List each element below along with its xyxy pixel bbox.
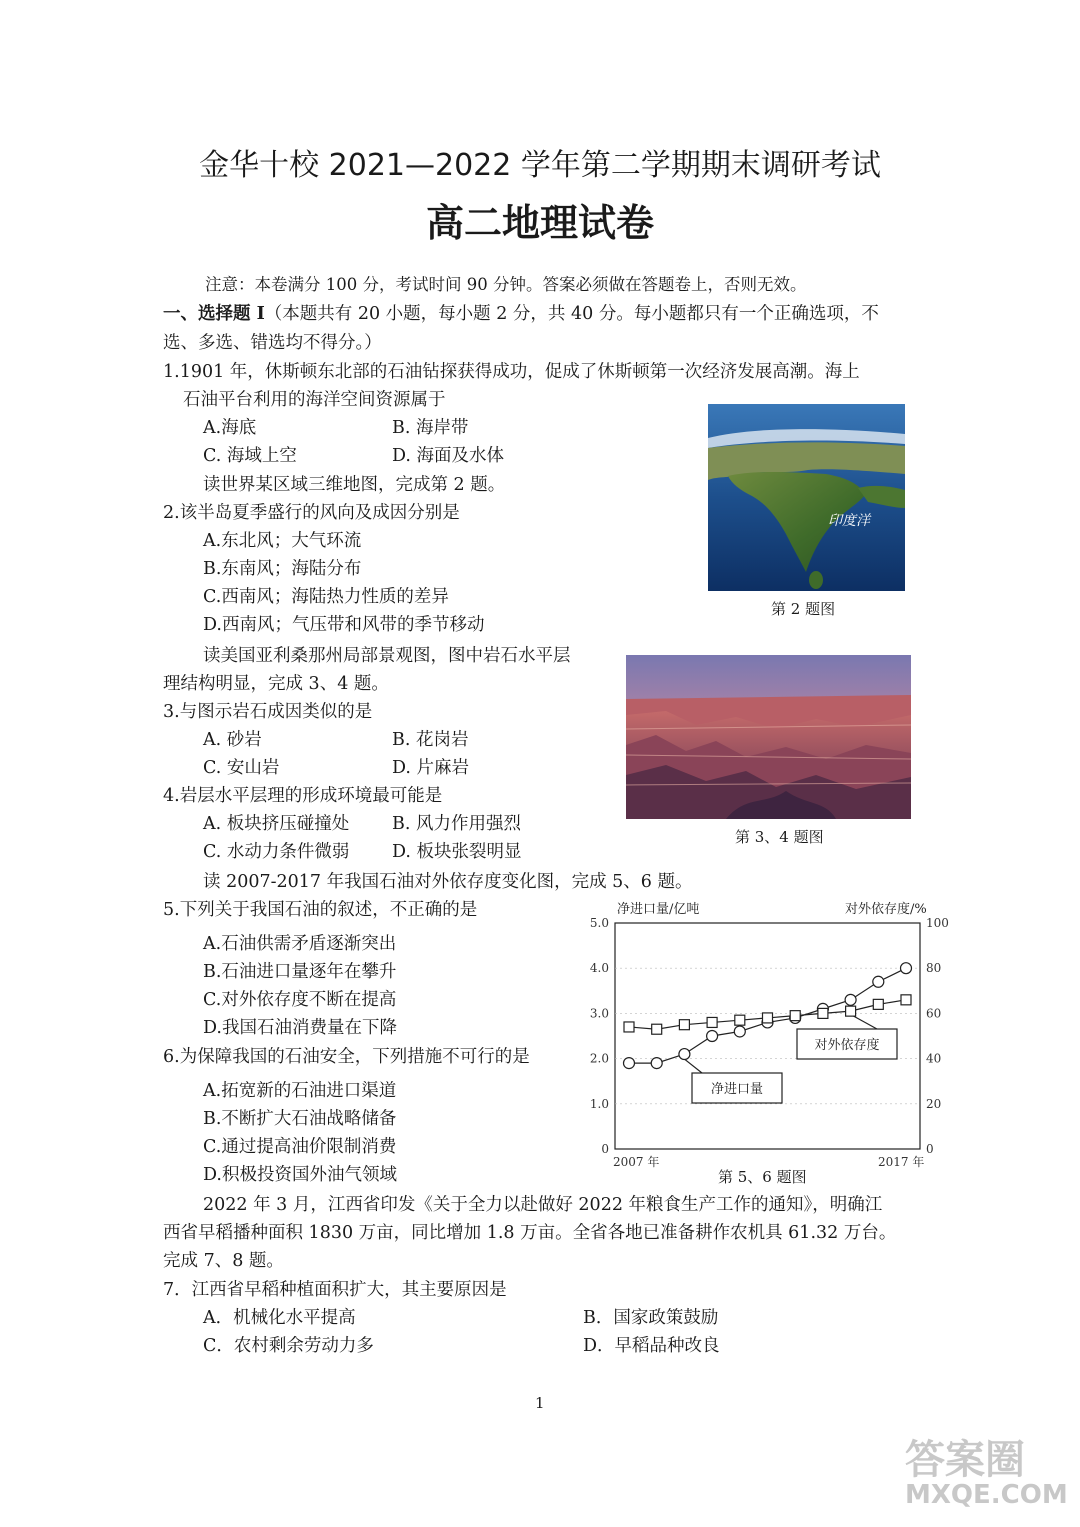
chart-tick-right: 0 — [926, 1142, 934, 1156]
chart-xtick-start: 2007 年 — [613, 1155, 660, 1169]
q34-intro: 读美国亚利桑那州局部景观图，图中岩石水平层 — [203, 646, 571, 666]
map-3d-image — [708, 404, 905, 591]
q7-option-c: C．农村剩余劳动力多 — [203, 1336, 374, 1356]
chart-series-label: 对外依存度 — [814, 1038, 880, 1053]
chart-tick-left: 1.0 — [589, 1096, 609, 1111]
q3-option-d: D. 片麻岩 — [392, 758, 470, 778]
figure-34-caption: 第 3、4 题图 — [735, 828, 824, 846]
q1-option-c: C. 海域上空 — [203, 446, 297, 466]
chart-point-square — [846, 1006, 856, 1016]
figure-56-caption: 第 5、6 题图 — [718, 1168, 807, 1186]
chart-callout-leader — [854, 1016, 877, 1029]
chart-series-label: 净进口量 — [710, 1082, 764, 1097]
chart-point-circle — [707, 1031, 718, 1042]
chart-point-square — [901, 995, 911, 1005]
chart-point-square — [763, 1013, 773, 1023]
chart-tick-right: 20 — [926, 1096, 942, 1111]
figure-56-chart — [575, 895, 955, 1170]
q2-stem: 2.该半岛夏季盛行的风向及成因分别是 — [163, 503, 460, 523]
q7-option-b: B．国家政策鼓励 — [583, 1308, 719, 1328]
q6-option-c: C.通过提高油价限制消费 — [203, 1137, 397, 1157]
page-number: 1 — [535, 1394, 545, 1412]
canyon-photo — [626, 655, 911, 819]
chart-point-circle — [873, 976, 884, 987]
chart-point-circle — [901, 963, 912, 974]
q4-option-a: A. 板块挤压碰撞处 — [203, 814, 350, 834]
q6-stem: 6.为保障我国的石油安全，下列措施不可行的是 — [163, 1047, 530, 1067]
chart-xtick-end: 2017 年 — [878, 1155, 925, 1169]
q3-stem: 3.与图示岩石成因类似的是 — [163, 702, 373, 722]
figure-2-caption: 第 2 题图 — [771, 600, 836, 618]
section-desc-cont: 选、多选、错选均不得分。） — [163, 333, 382, 353]
section-desc: （本题共有 20 小题，每小题 2 分，共 40 分。每小题都只有一个正确选项，不 — [264, 304, 879, 324]
watermark-logo: 答案圈 — [905, 1437, 1025, 1483]
chart-point-square — [679, 1020, 689, 1030]
chart-point-circle — [651, 1058, 662, 1069]
section-heading-line — [163, 303, 879, 325]
q7-option-a: A．机械化水平提高 — [203, 1308, 356, 1328]
exam-subtitle: 高二地理试卷 — [425, 201, 654, 245]
chart-point-square — [707, 1017, 717, 1027]
watermark-url: MXQE.COM — [905, 1480, 1068, 1510]
q1-stem: 1.1901 年，休斯顿东北部的石油钻探获得成功，促成了休斯顿第一次经济发展高潮。海上 — [163, 362, 860, 382]
q1-option-a: A.海底 — [203, 418, 257, 438]
chart-point-circle — [845, 994, 856, 1005]
q4-option-c: C. 水动力条件微弱 — [203, 842, 350, 862]
oil-dependency-chart — [575, 895, 955, 1170]
chart-point-square — [624, 1022, 634, 1032]
q4-option-b: B. 风力作用强烈 — [392, 814, 521, 834]
q34-intro-cont: 理结构明显，完成 3、4 题。 — [163, 674, 389, 694]
chart-tick-right: 60 — [926, 1006, 942, 1021]
chart-tick-left: 3.0 — [589, 1006, 609, 1021]
chart-point-square — [790, 1011, 800, 1021]
q5-option-c: C.对外依存度不断在提高 — [203, 990, 397, 1010]
q78-intro-cont: 西省早稻播种面积 1830 万亩，同比增加 1.8 万亩。全省各地已准备耕作农机具 61.32 万台。 — [163, 1223, 897, 1243]
q1-option-b: B. 海岸带 — [392, 418, 469, 438]
chart-point-square — [873, 999, 883, 1009]
q6-option-d: D.积极投资国外油气领域 — [203, 1165, 397, 1185]
figure-2-map — [708, 404, 905, 591]
chart-point-circle — [679, 1049, 690, 1060]
q3-option-c: C. 安山岩 — [203, 758, 280, 778]
chart-tick-right: 40 — [926, 1051, 942, 1066]
q5-option-a: A.石油供需矛盾逐渐突出 — [203, 934, 397, 954]
chart-point-square — [652, 1024, 662, 1034]
section-heading: 一、选择题 I — [163, 304, 265, 324]
q6-option-a: A.拓宽新的石油进口渠道 — [203, 1081, 397, 1101]
chart-tick-right: 100 — [926, 916, 949, 930]
chart-tick-left: 2.0 — [589, 1051, 609, 1066]
chart-point-square — [735, 1015, 745, 1025]
chart-tick-right: 80 — [926, 961, 942, 976]
chart-tick-left: 5.0 — [589, 916, 609, 930]
chart-ylabel-right: 对外依存度/% — [845, 902, 927, 917]
q2-option-b: B.东南风；海陆分布 — [203, 559, 362, 579]
q6-option-b: B.不断扩大石油战略储备 — [203, 1109, 397, 1129]
q3-option-a: A. 砂岩 — [203, 730, 262, 750]
q2-intro: 读世界某区域三维地图，完成第 2 题。 — [203, 475, 506, 495]
q4-option-d: D. 板块张裂明显 — [392, 842, 522, 862]
chart-point-circle — [624, 1058, 635, 1069]
q4-stem: 4.岩层水平层理的形成环境最可能是 — [163, 786, 443, 806]
q7-stem: 7．江西省早稻种植面积扩大，其主要原因是 — [163, 1280, 507, 1300]
q1-option-d: D. 海面及水体 — [392, 446, 505, 466]
q78-intro: 2022 年 3 月，江西省印发《关于全力以赴做好 2022 年粮食生产工作的通知》，明确江 — [203, 1195, 883, 1215]
q2-option-d: D.西南风；气压带和风带的季节移动 — [203, 615, 485, 635]
q78-intro-end: 完成 7、8 题。 — [163, 1251, 284, 1271]
exam-title: 金华十校 2021—2022 学年第二学期期末调研考试 — [199, 148, 881, 183]
q56-intro: 读 2007-2017 年我国石油对外依存度变化图，完成 5、6 题。 — [203, 872, 693, 892]
q5-stem: 5.下列关于我国石油的叙述，不正确的是 — [163, 900, 478, 920]
chart-point-circle — [734, 1026, 745, 1037]
q2-option-c: C.西南风；海陆热力性质的差异 — [203, 587, 449, 607]
q2-option-a: A.东北风；大气环流 — [203, 531, 362, 551]
chart-callout-leader — [684, 1059, 702, 1073]
chart-ylabel-left: 净进口量/亿吨 — [617, 902, 700, 917]
chart-tick-left: 4.0 — [589, 961, 609, 976]
chart-point-square — [818, 1008, 828, 1018]
notice: 注意：本卷满分 100 分，考试时间 90 分钟。答案必须做在答题卷上，否则无效。 — [205, 275, 807, 294]
map-label-indian-ocean: 印度洋 — [828, 513, 870, 529]
chart-tick-left: 0 — [601, 1142, 609, 1156]
q5-option-b: B.石油进口量逐年在攀升 — [203, 962, 397, 982]
q3-option-b: B. 花岗岩 — [392, 730, 469, 750]
q1-stem-cont: 石油平台利用的海洋空间资源属于 — [183, 390, 446, 410]
q5-option-d: D.我国石油消费量在下降 — [203, 1018, 397, 1038]
figure-34-landscape — [626, 655, 911, 819]
q7-option-d: D．早稻品种改良 — [583, 1336, 720, 1356]
